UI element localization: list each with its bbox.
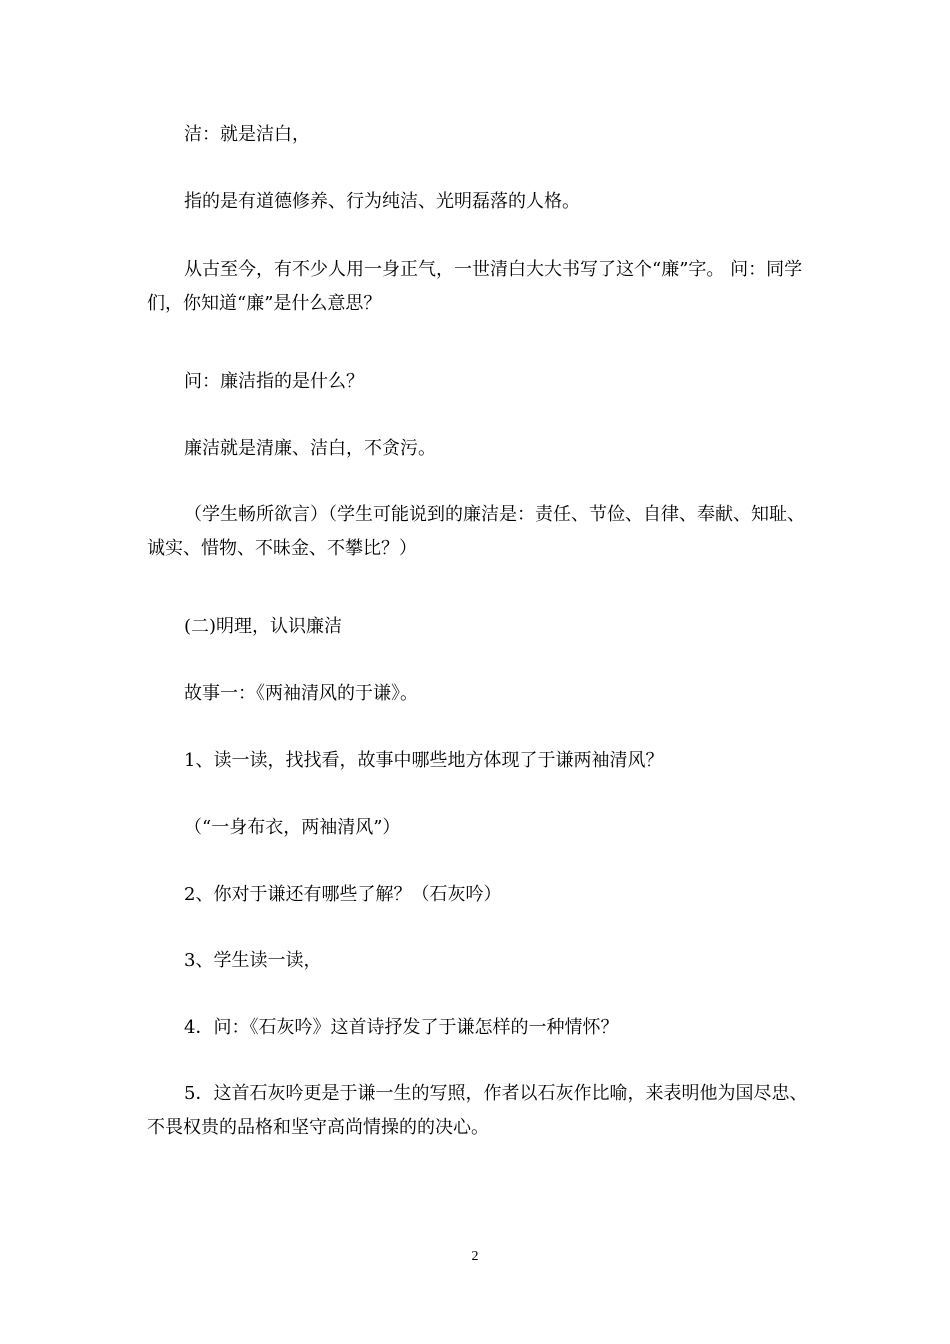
list-item-4: 4．问：《石灰吟》这首诗抒发了于谦怎样的一种情怀？ — [184, 1017, 619, 1038]
paragraph-moral-character: 指的是有道德修养、行为纯洁、光明磊落的人格。 — [184, 191, 580, 212]
paragraph-student-answers: （学生畅所欲言）（学生可能说到的廉洁是：责任、节俭、自律、奉献、知耻、诚实、惜物、不昧金、不攀比？） — [147, 504, 805, 559]
list-item-5: 5．这首石灰吟更是于谦一生的写照，作者以石灰作比喻，来表明他为国尽忠、不畏权贵的品格和坚守高尚情操的的决心。 — [147, 1083, 808, 1138]
list-item-3: 3、学生读一读， — [184, 950, 322, 971]
section-heading: (二)明理，认识廉洁 — [184, 616, 343, 637]
paragraph-jie-definition: 洁：就是洁白， — [184, 124, 310, 145]
paragraph-lian-question: 从古至今，有不少人用一身正气，一世清白大大书写了这个“廉”字。 问：同学们，你知道“廉”是什么意思？ — [147, 259, 803, 314]
page-number: 2 — [471, 1249, 479, 1264]
paragraph-lianjie-question: 问：廉洁指的是什么？ — [184, 371, 364, 392]
paragraph-story-title: 故事一：《两袖清风的于谦》。 — [184, 683, 418, 704]
list-item-1: 1、读一读，找找看，故事中哪些地方体现了于谦两袖清风？ — [184, 750, 664, 771]
paragraph-quote: （“一身布衣，两袖清风”） — [184, 817, 401, 838]
list-item-2: 2、你对于谦还有哪些了解？（石灰吟） — [184, 884, 502, 905]
paragraph-lianjie-meaning: 廉洁就是清廉、洁白，不贪污。 — [184, 438, 436, 459]
